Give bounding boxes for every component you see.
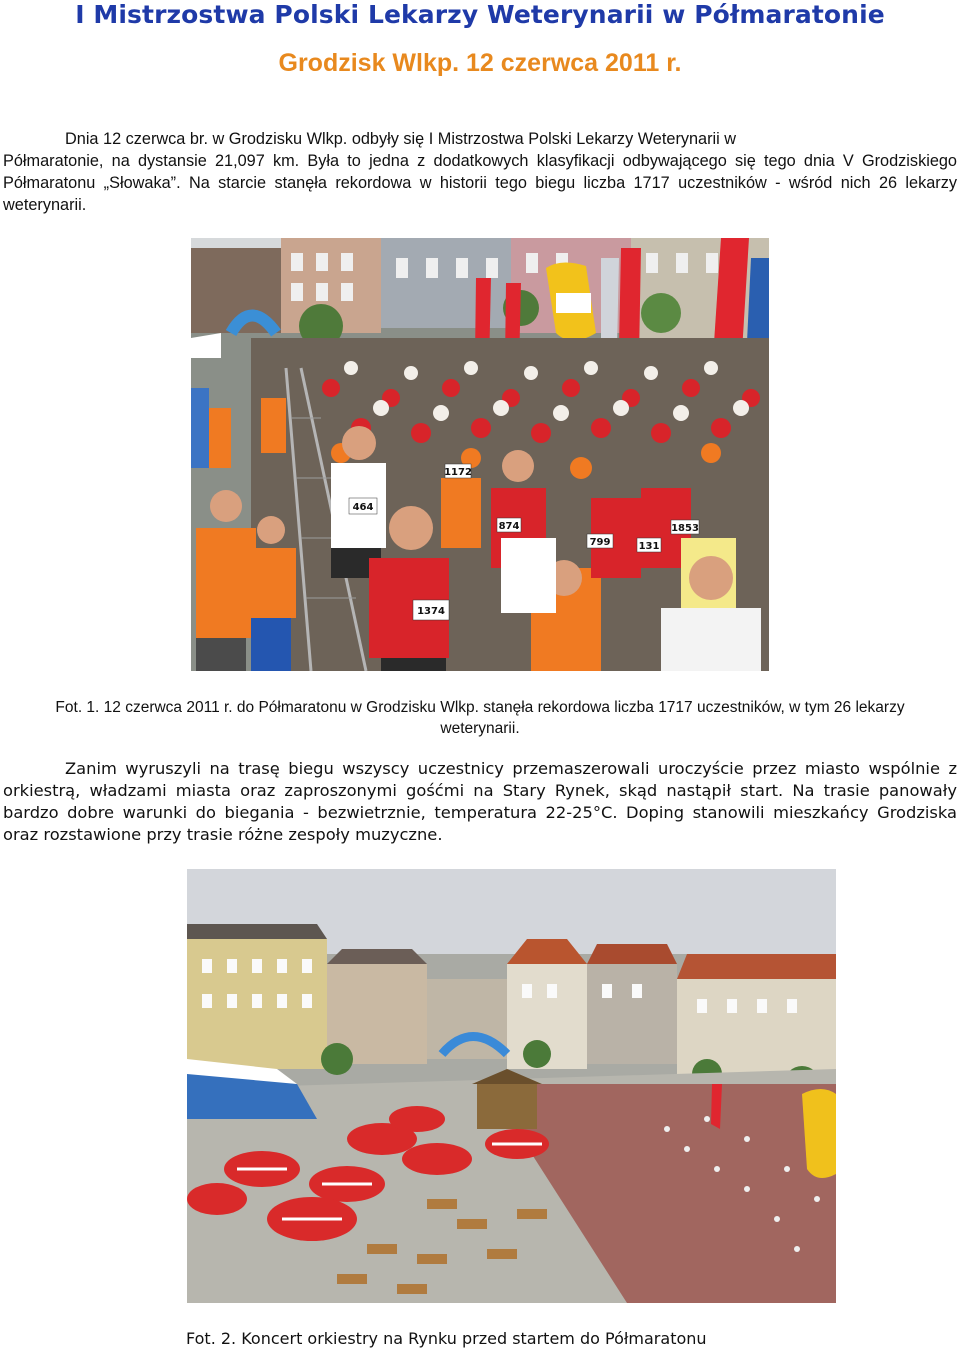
bib-label: 1853 xyxy=(671,523,699,534)
intro-first-line: Dnia 12 czerwca br. w Grodzisku Wlkp. odbyły się I Mistrzostwa Polski Lekarzy Weterynarii w xyxy=(65,130,737,148)
page-title: I Mistrzostwa Polski Lekarzy Weterynarii w Półmaratonie xyxy=(75,0,885,29)
photo-runners-start xyxy=(191,238,769,671)
photo-square-graphic xyxy=(187,869,836,1303)
bib-label: 1374 xyxy=(417,606,445,617)
bib-label: 799 xyxy=(589,537,611,548)
page-subtitle: Grodzisk Wlkp. 12 czerwca 2011 r. xyxy=(278,49,682,77)
photo1-caption: Fot. 1. 12 czerwca 2011 r. do Półmaratonu w Grodzisku Wlkp. stanęła rekordowa liczba 1717 uczestników, w tym 26 lekarzy weterynarii. xyxy=(55,699,905,737)
body-paragraph: Zanim wyruszyli na trasę biegu wszyscy uczestnicy przemaszerowali uroczyście przez miasto wspólnie z orkiestrą, władzami miasta oraz zaproszonymi gośćmi na Stary Rynek, skąd nastąpił start. Na trasie panowały bardzo dobre warunki do biegania - bezwietrznie, temperatura 22-25°C. Doping stanowili mieszkańcy Grodziska oraz rozstawione przy trasie różne zespoły muzyczne. xyxy=(3,759,957,844)
photo-market-square xyxy=(187,869,836,1303)
photo-runners-graphic xyxy=(191,238,769,671)
photo2-caption: Fot. 2. Koncert orkiestry na Rynku przed startem do Półmaratonu xyxy=(186,1329,707,1348)
bib-label: 464 xyxy=(352,502,374,513)
intro-text: Półmaratonie, na dystansie 21,097 km. Była to jedna z dodatkowych klasyfikacji odbywającego się tego dnia V Grodziskiego Półmaratonu „Słowaka”. Na starcie stanęła rekordowa w historii tego biegu liczba 1717 uczestników - wśród nich 26 lekarzy weterynarii. xyxy=(3,152,957,214)
bib-label: 131 xyxy=(638,541,660,552)
bib-label: 1172 xyxy=(444,467,472,478)
bib-label: 874 xyxy=(498,521,520,532)
intro-paragraph xyxy=(3,128,957,216)
